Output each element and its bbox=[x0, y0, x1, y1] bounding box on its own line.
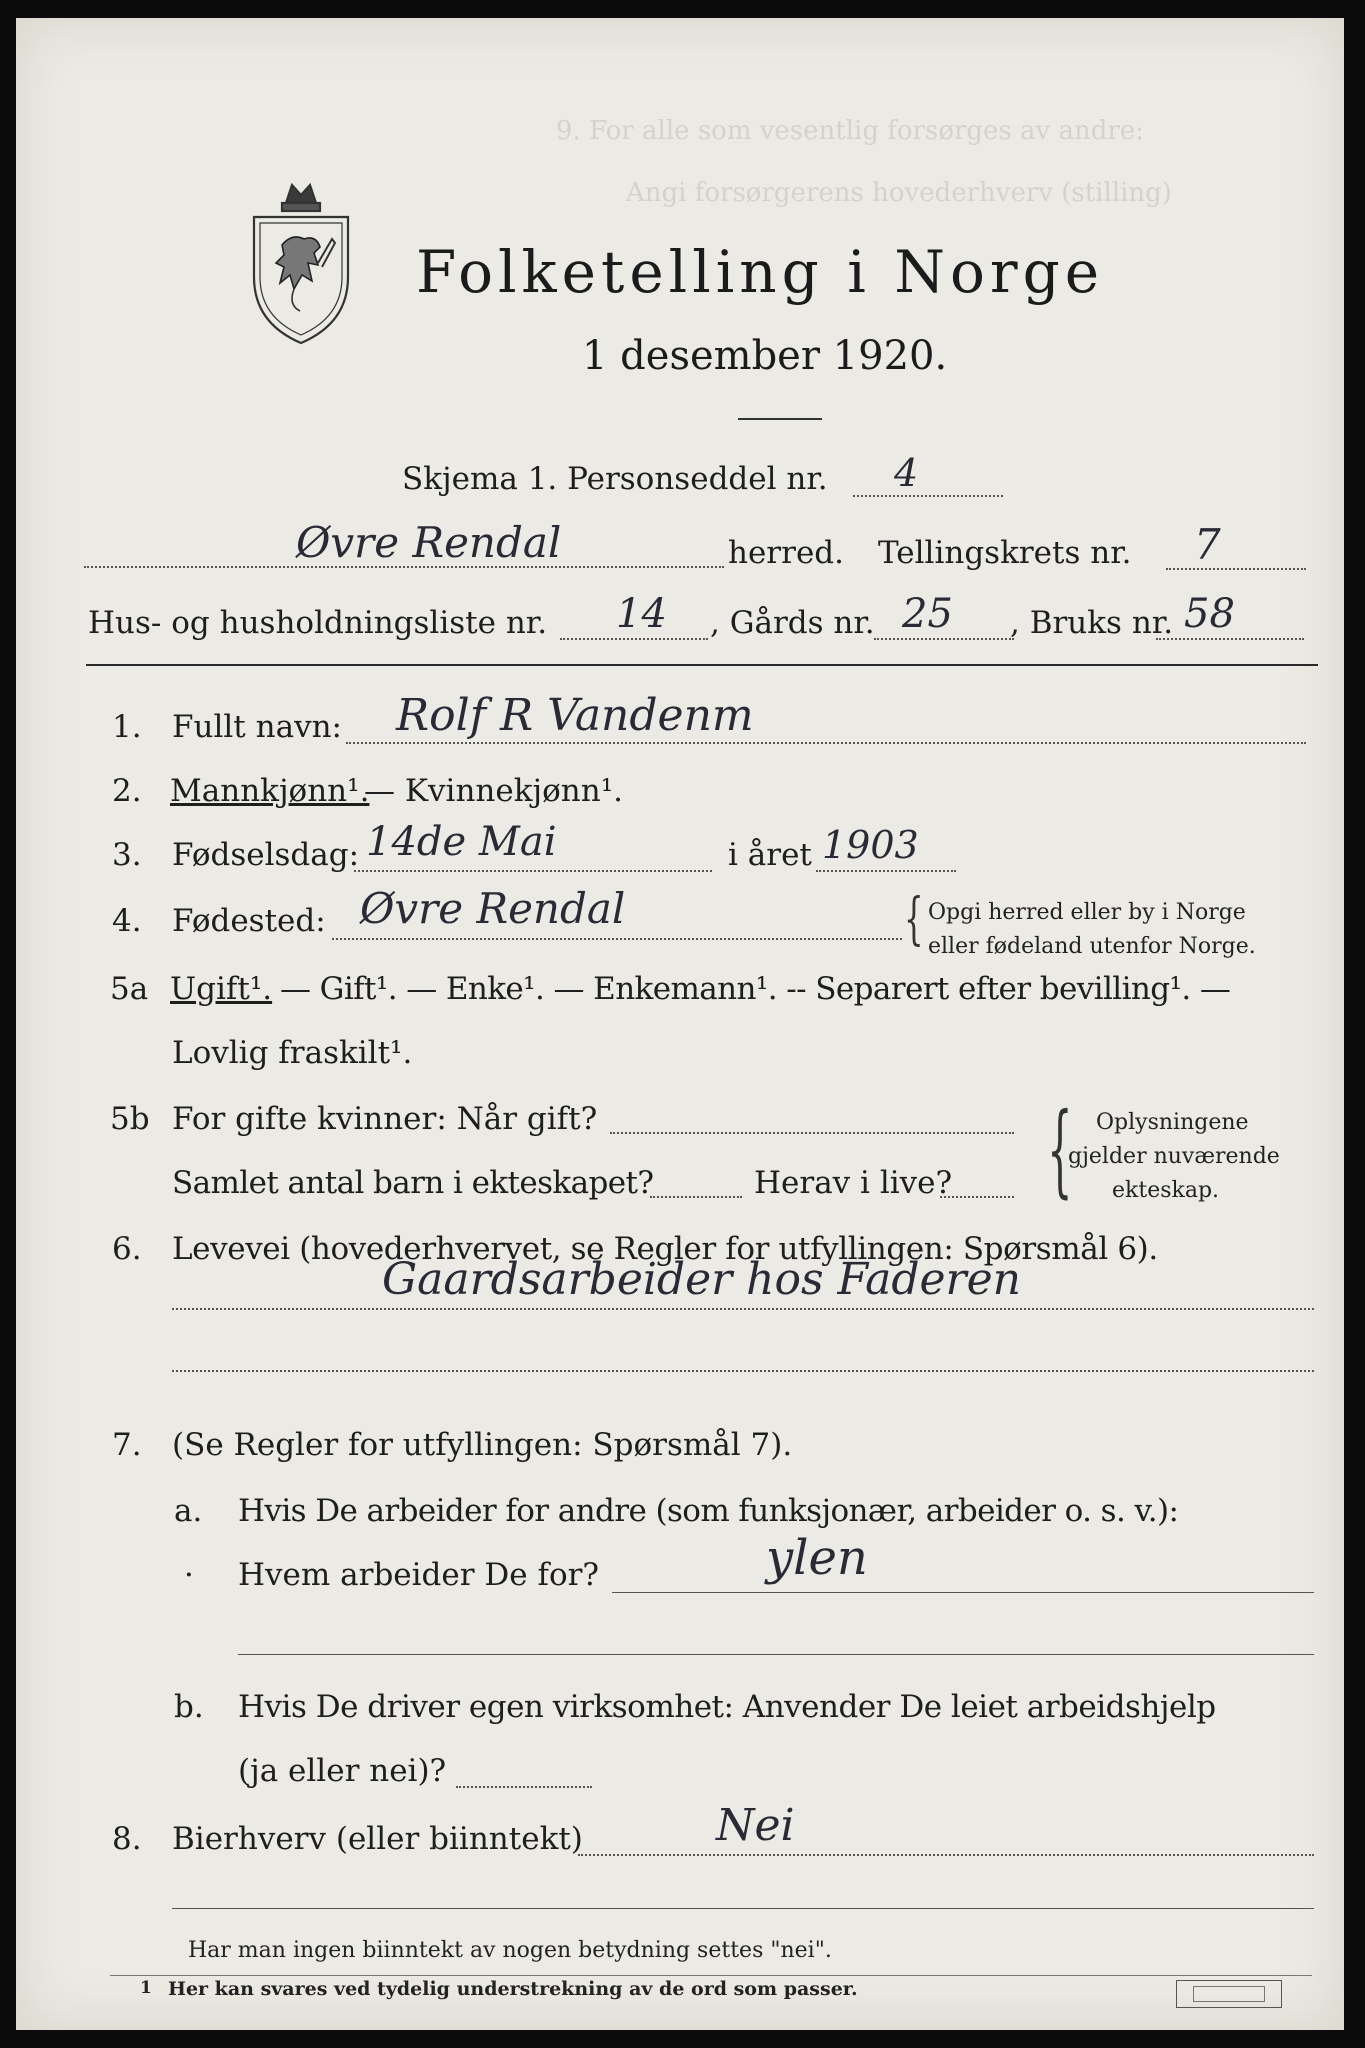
q3-birthday-value[interactable]: 14de Mai bbox=[366, 819, 557, 865]
q7a-dot: · bbox=[184, 1557, 194, 1593]
tellingskrets-value[interactable]: 7 bbox=[1194, 520, 1221, 569]
q6-line-1 bbox=[172, 1308, 1314, 1310]
bruks-label: , Bruks nr. bbox=[1010, 605, 1174, 641]
title-divider bbox=[738, 418, 822, 420]
q5b-label-1: For gifte kvinner: Når gift? bbox=[172, 1101, 598, 1137]
footnote-text: Her kan svares ved tydelig understrekning av de ord som passer. bbox=[168, 1978, 858, 2000]
q5b-label-2: Samlet antal barn i ekteskapet? bbox=[172, 1165, 654, 1201]
q4-label: Fødested: bbox=[172, 903, 326, 939]
q7a-label: Hvis De arbeider for andre (som funksjonær, arbeider o. s. v.): bbox=[238, 1493, 1179, 1529]
q2-female-option[interactable]: — Kvinnekjønn¹. bbox=[364, 773, 623, 809]
q7b-label: Hvis De driver egen virksomhet: Anvender De leiet arbeidshjelp bbox=[238, 1689, 1216, 1725]
tellingskrets-label: Tellingskrets nr. bbox=[878, 535, 1132, 571]
q5b-label-3: Herav i live? bbox=[754, 1165, 953, 1201]
q2-male-option[interactable]: Mannkjønn¹. bbox=[170, 773, 370, 809]
q1-full-name-value[interactable]: Rolf R Vandenm bbox=[396, 690, 754, 741]
q7a-employer-value[interactable]: ylen bbox=[766, 1530, 868, 1586]
q7a-line-2 bbox=[238, 1654, 1314, 1655]
q3-year-value[interactable]: 1903 bbox=[822, 823, 919, 867]
q5a-ugift-option[interactable]: Ugift¹. bbox=[170, 971, 273, 1007]
q3-line bbox=[354, 870, 712, 872]
q4-brace: { bbox=[904, 887, 924, 952]
q4-line bbox=[332, 938, 902, 940]
q5b-note-2: gjelder nuværende bbox=[1068, 1144, 1280, 1169]
footnote-mark: 1 bbox=[140, 1978, 152, 1998]
skjema-label: Skjema 1. Personseddel nr. bbox=[402, 461, 828, 497]
q2-number: 2. bbox=[112, 773, 142, 809]
q5a-lovlig-fraskilt[interactable]: Lovlig fraskilt¹. bbox=[172, 1035, 413, 1071]
q7b-letter: b. bbox=[174, 1689, 204, 1725]
q5b-brace: { bbox=[1047, 1091, 1073, 1208]
personseddel-line bbox=[853, 495, 1003, 497]
hus-value[interactable]: 14 bbox=[616, 591, 667, 637]
q6-line-2 bbox=[172, 1370, 1314, 1372]
q7-label: (Se Regler for utfyllingen: Spørsmål 7). bbox=[172, 1427, 793, 1463]
q7a-line bbox=[612, 1592, 1314, 1593]
q7a-letter: a. bbox=[174, 1493, 203, 1529]
bruks-line bbox=[1156, 638, 1304, 640]
q1-label: Fullt navn: bbox=[172, 709, 342, 745]
footnote-rule bbox=[110, 1975, 1312, 1976]
q6-label: Levevei (hovederhvervet, se Regler for utfyllingen: Spørsmål 6). bbox=[172, 1231, 1158, 1267]
q5b-alive-line bbox=[940, 1196, 1014, 1198]
q8-side-income-value[interactable]: Nei bbox=[716, 1800, 795, 1851]
form-subtitle: 1 desember 1920. bbox=[582, 333, 948, 379]
note-nei: Har man ingen biinntekt av nogen betydning settes "nei". bbox=[188, 1938, 832, 1963]
gards-value[interactable]: 25 bbox=[902, 591, 953, 637]
q5b-children-line bbox=[650, 1196, 742, 1198]
bleed-through-text: Angi forsørgerens hovederhverv (stilling) bbox=[626, 178, 1172, 208]
q8-line bbox=[578, 1854, 1314, 1856]
coat-of-arms-icon bbox=[242, 173, 360, 349]
hus-line bbox=[560, 638, 708, 640]
q6-number: 6. bbox=[112, 1231, 142, 1267]
hus-label: Hus- og husholdningsliste nr. bbox=[88, 605, 548, 641]
q5b-note-1: Oplysningene bbox=[1096, 1110, 1249, 1135]
q4-note-1: Opgi herred eller by i Norge bbox=[928, 900, 1246, 925]
q5a-number: 5a bbox=[110, 971, 149, 1007]
q7b-line bbox=[456, 1786, 592, 1788]
gards-label: , Gårds nr. bbox=[710, 605, 875, 641]
census-form-sheet bbox=[16, 18, 1344, 2030]
q5b-note-3: ekteskap. bbox=[1112, 1178, 1220, 1203]
header-separator bbox=[86, 664, 1318, 666]
q3-year-label: i året bbox=[728, 837, 812, 873]
q1-number: 1. bbox=[112, 709, 142, 745]
q4-note-2: eller fødeland utenfor Norge. bbox=[928, 934, 1256, 959]
q8-label: Bierhverv (eller biinntekt) bbox=[172, 1821, 583, 1857]
herred-value[interactable]: Øvre Rendal bbox=[296, 518, 562, 567]
q3-number: 3. bbox=[112, 837, 142, 873]
printer-stamp-inner bbox=[1193, 1986, 1265, 2002]
q3-label: Fødselsdag: bbox=[172, 837, 360, 873]
tellingskrets-line bbox=[1166, 568, 1306, 570]
q7b-label-2: (ja eller nei)? bbox=[238, 1753, 447, 1789]
q4-birthplace-value[interactable]: Øvre Rendal bbox=[360, 884, 626, 933]
bleed-through-text: 9. For alle som vesentlig forsørges av andre: bbox=[556, 116, 1144, 146]
q5b-married-line bbox=[610, 1132, 1014, 1134]
gards-line bbox=[874, 638, 1014, 640]
q8-line-2 bbox=[172, 1908, 1314, 1909]
form-title: Folketelling i Norge bbox=[416, 238, 1105, 306]
personseddel-value[interactable]: 4 bbox=[894, 451, 919, 495]
herred-label: herred. bbox=[728, 535, 844, 571]
q1-line bbox=[346, 742, 1306, 744]
printer-stamp-icon bbox=[1176, 1980, 1282, 2008]
bruks-value[interactable]: 58 bbox=[1184, 591, 1235, 637]
q3-year-line bbox=[816, 870, 956, 872]
q7-number: 7. bbox=[112, 1427, 142, 1463]
q5b-number: 5b bbox=[110, 1101, 150, 1137]
q6-occupation-value[interactable]: Gaardsarbeider hos Faderen bbox=[382, 1254, 1021, 1305]
q4-number: 4. bbox=[112, 903, 142, 939]
q5a-other-options[interactable]: — Gift¹. — Enke¹. — Enkemann¹. -- Separert efter bevilling¹. — bbox=[280, 971, 1231, 1007]
q8-number: 8. bbox=[112, 1821, 142, 1857]
q7a-label-2: Hvem arbeider De for? bbox=[238, 1557, 600, 1593]
